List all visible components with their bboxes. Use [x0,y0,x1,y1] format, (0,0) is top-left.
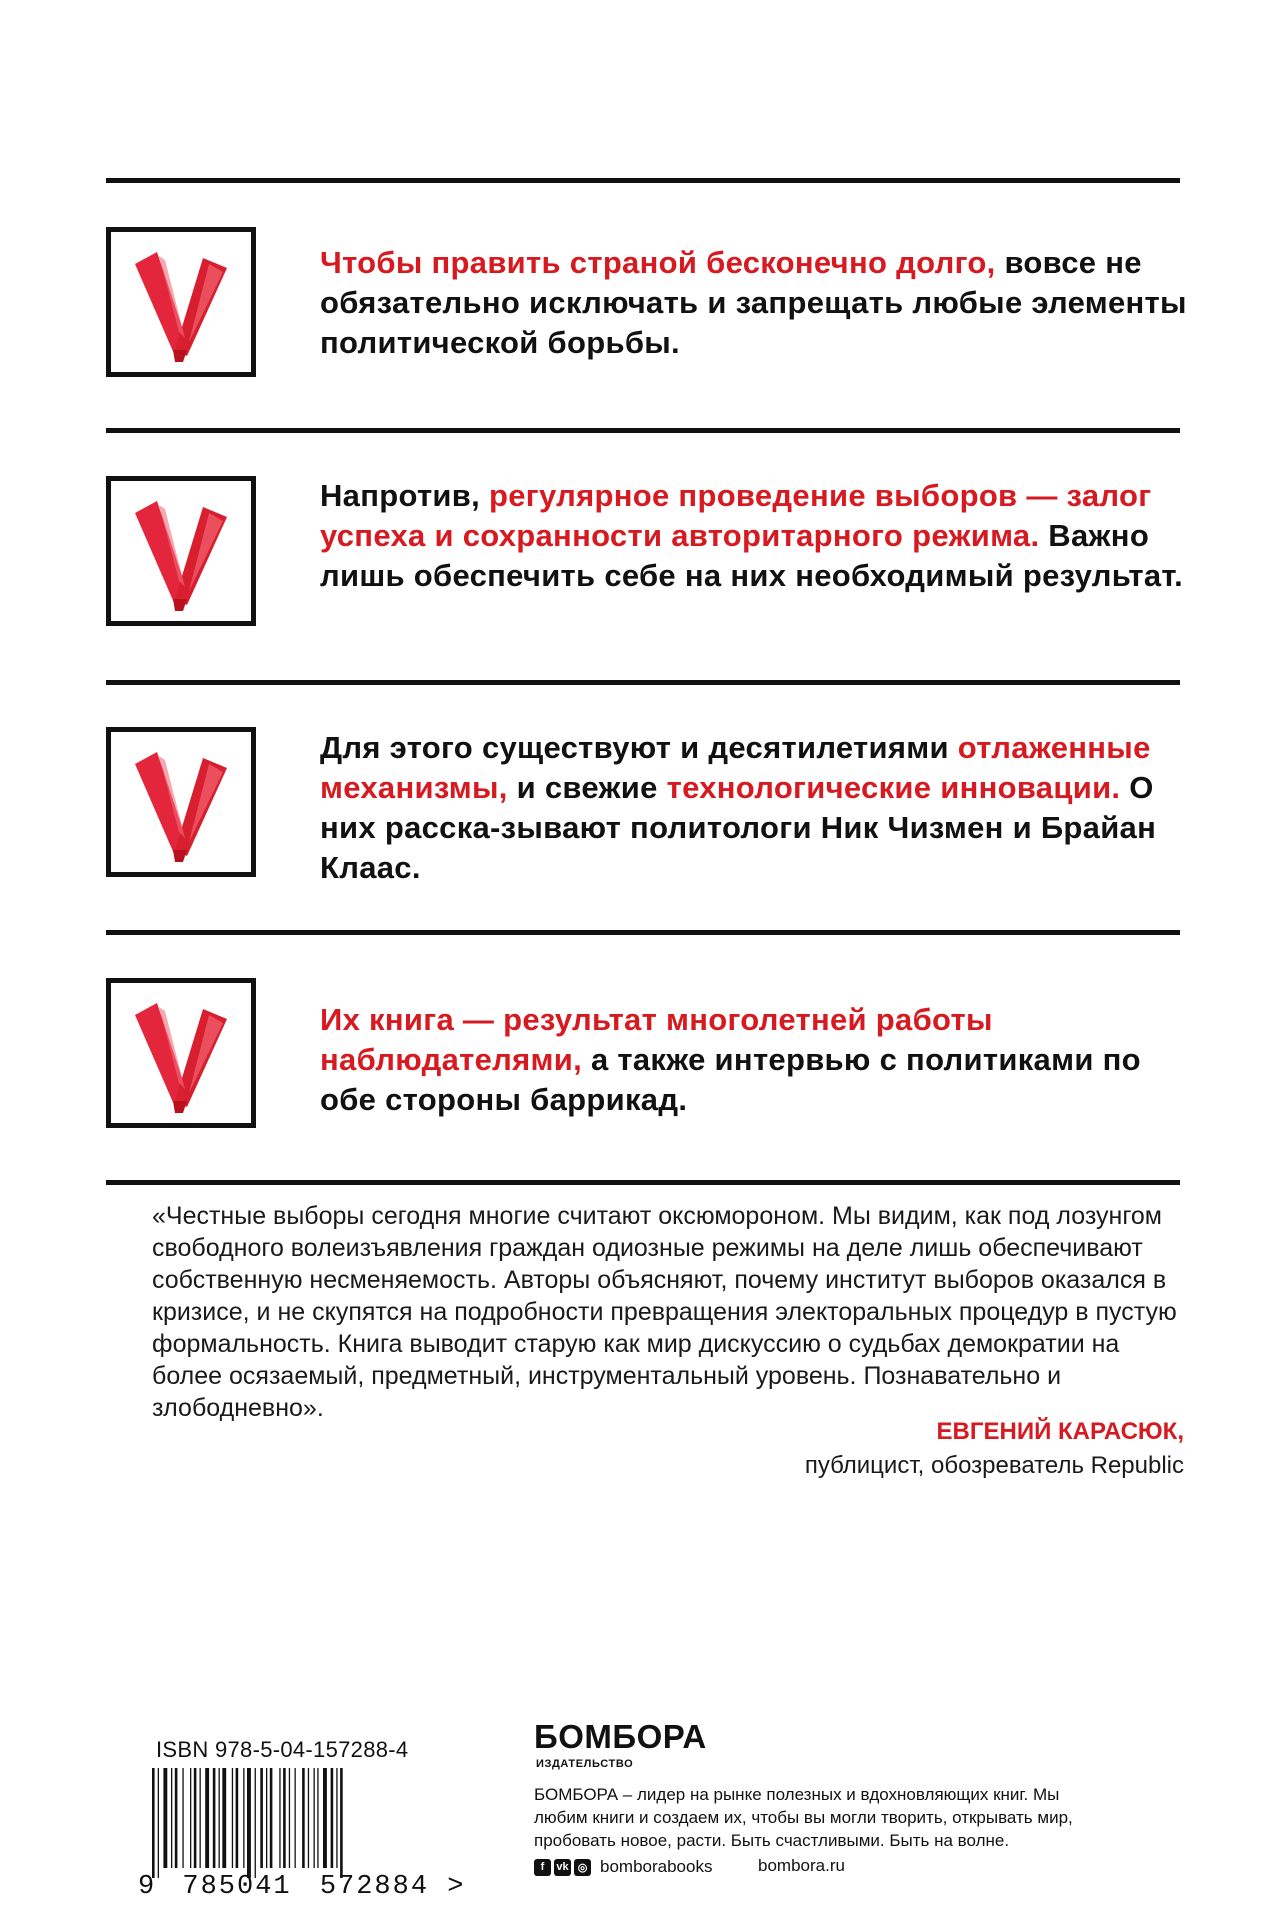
barcode-bar [182,1768,183,1868]
barcode-bar [340,1768,343,1878]
ballot-checkbox [106,227,256,377]
blurb-3-text: и свежие [507,770,667,805]
ballot-checkbox [106,978,256,1128]
vk-icon[interactable]: vk [554,1859,571,1876]
barcode-bar [317,1768,318,1868]
blurb-3-highlight: технологические инновации. [666,770,1121,805]
social-links [534,1857,712,1877]
blurb-3 [320,728,1200,888]
blurb-3-text: О них расска-зывают политологи Ник Чизмен и Брайан Клаас. [320,770,1157,885]
barcode-bar [314,1768,315,1868]
blurb-4-text: а также интервью с политиками по обе стороны баррикад. [320,1042,1141,1117]
blurb-2 [320,476,1200,596]
social-handle[interactable]: bomborabooks [600,1857,713,1876]
review-quote: «Честные выборы сегодня многие считают оксюмороном. Мы видим, как под лозунгом свободного волеизъявления граждан одиозные режимы на деле лишь обеспечивают собственную несменяемость. Авторы объясняют, почему институт выборов оказался в кризисе, и не скупятся на подробности превращения электоральных процедур в пустую формальность. Книга выводит старую как мир дискуссию о судьбах демократии на более осязаемый, предметный, инструментальный уровень. Познавательно и злободневно». [152,1202,1177,1422]
barcode-bar [336,1768,337,1868]
barcode-arrow: > [447,1872,466,1902]
barcode-bar [232,1768,233,1868]
publisher-logo-subtitle: ИЗДАТЕЛЬСТВО [536,1758,634,1770]
blurb-2-highlight: регулярное проведение выборов — залог успеха и сохранности авторитарного режима. [320,478,1152,553]
ballot-checkbox [106,727,256,877]
barcode-bar [331,1768,334,1868]
barcode-bar [247,1768,251,1878]
barcode-bar [194,1768,197,1868]
barcode-bar [266,1768,267,1868]
barcode-bar [236,1768,239,1868]
barcode-bar [295,1768,296,1868]
barcode-bar [255,1768,256,1878]
blurb-4 [320,1000,1200,1120]
check-mark-icon [129,746,237,864]
barcode-bar [270,1768,273,1868]
check-mark-icon [129,997,237,1115]
barcode [150,1768,415,1878]
divider-rule [106,428,1180,433]
quote-author: ЕВГЕНИЙ КАРАСЮК, [936,1418,1184,1445]
divider-rule [106,178,1180,183]
blurb-4-highlight: Их книга — результат многолетней работы наблюдателями, [320,1002,993,1077]
barcode-bar [283,1768,286,1868]
barcode-bar [289,1768,290,1868]
barcode-digit-group: 785041 [182,1872,292,1902]
barcode-bar [279,1768,280,1868]
barcode-bar [200,1768,201,1868]
divider-rule [106,930,1180,935]
check-mark-icon [129,495,237,613]
blurb-2-text: Важно лишь обеспечить себе на них необходимый результат. [320,518,1184,593]
barcode-bar [171,1768,172,1868]
barcode-digits [138,1872,465,1902]
ballot-checkbox [106,476,256,626]
blurb-1-text: вовсе не обязательно исключать и запрещать любые элементы политической борьбы. [320,245,1187,360]
blurb-2-text: Напротив, [320,478,489,513]
instagram-icon[interactable]: ◎ [574,1859,591,1876]
barcode-bar [243,1768,244,1868]
barcode-bar [190,1768,191,1868]
barcode-bar [152,1768,155,1878]
barcode-bar [302,1768,305,1868]
check-mark-icon [129,246,237,364]
barcode-bar [323,1768,327,1868]
publisher-website[interactable]: bombora.ru [758,1856,845,1875]
barcode-bar [260,1768,263,1868]
barcode-bar [163,1768,167,1868]
facebook-icon[interactable]: f [534,1859,551,1876]
barcode-bar [158,1768,159,1878]
blurb-1-highlight: Чтобы править страной бесконечно долго, [320,245,996,280]
blurb-3-text: Для этого существуют и десятилетиями [320,730,958,765]
barcode-bar [308,1768,309,1868]
barcode-bar [219,1768,220,1868]
blurb-3-highlight: отлаженные механизмы, [320,730,1151,805]
quote-author-role: публицист, обозреватель Republic [804,1452,1184,1479]
isbn-number: ISBN 978-5-04-157288-4 [156,1737,409,1762]
barcode-bar [222,1768,226,1868]
blurb-1 [320,243,1200,363]
barcode-digit-first: 9 [138,1872,157,1902]
publisher-description: БОМБОРА – лидер на рынке полезных и вдохновляющих книг. Мы любим книги и создаем их, чтобы вы могли творить, открывать мир, пробовать новое, расти. Быть счастливыми. Быть на волне. [534,1785,1073,1850]
barcode-bar [213,1768,216,1868]
barcode-bar [205,1768,209,1868]
barcode-digit-group: 572884 [319,1872,430,1902]
divider-rule [106,1180,1180,1185]
barcode-bar [175,1768,178,1868]
divider-rule [106,680,1180,685]
publisher-logo: БОМБОРА [534,1718,707,1755]
